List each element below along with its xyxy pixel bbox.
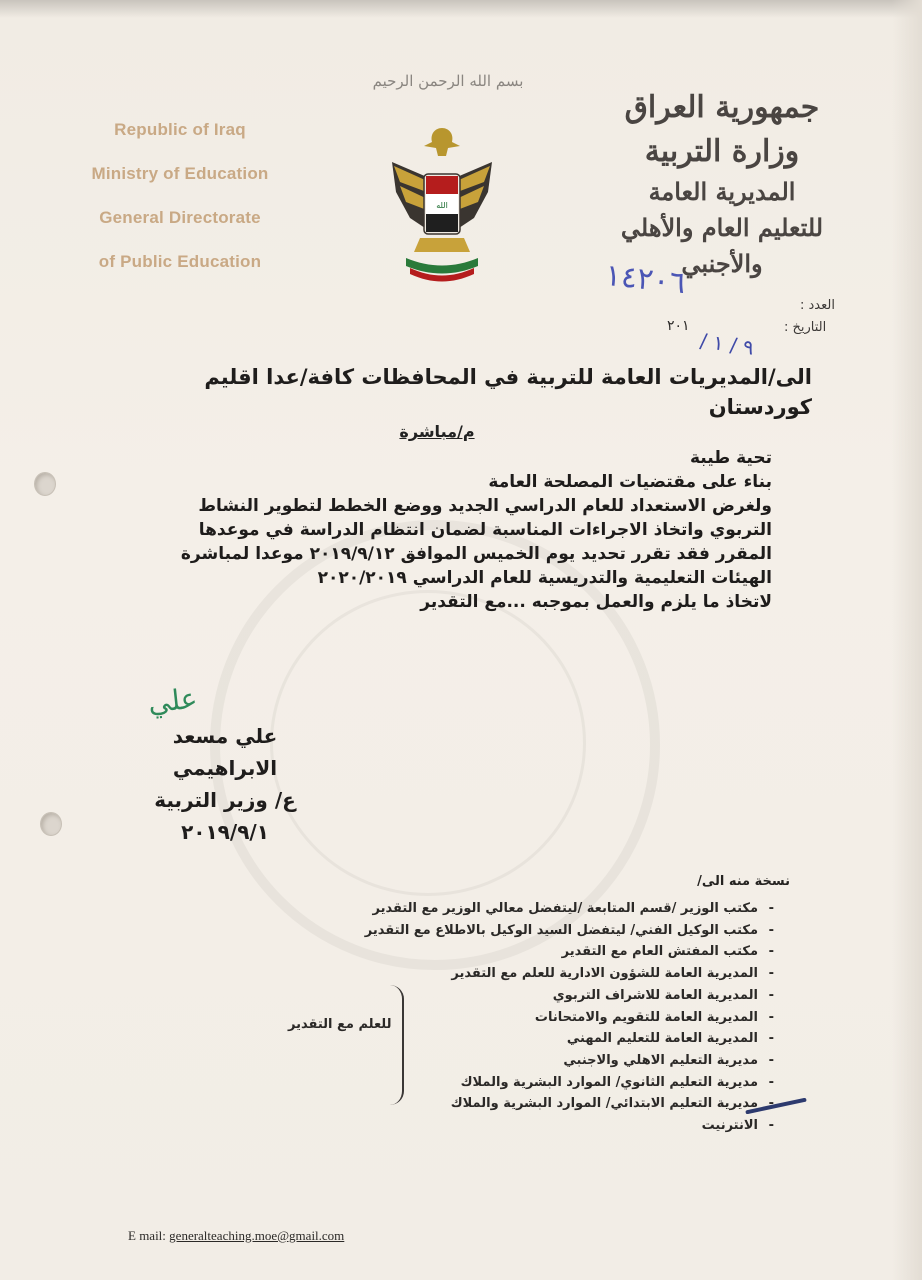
footer-email: [128, 1228, 344, 1244]
cc-heading: نسخة منه الى/: [697, 874, 790, 889]
punch-hole-bottom: [40, 812, 62, 836]
document-number-label: العدد :: [800, 298, 835, 313]
letterhead-english: [60, 118, 300, 294]
cc-item: - المديرية العامة للاشراف التربوي: [274, 985, 774, 1007]
addressee-line: الى/المديريات العامة للتربية في المحافظات كافة/عدا اقليم كوردستان: [204, 365, 812, 419]
greeting: تحية طيبة: [689, 448, 772, 468]
signatory-block: [120, 720, 330, 848]
cc-item: - الانترنيت: [274, 1115, 774, 1137]
closing-line: لاتخاذ ما يلزم والعمل بموجبه ...مع التقدير: [420, 592, 772, 612]
punch-hole-top: [34, 472, 56, 496]
signatory-name: علي مسعد الابراهيمي: [172, 724, 278, 780]
letterhead-ar-line-1: جمهورية العراق: [624, 90, 820, 125]
cc-group-label: للعلم مع التقدير: [288, 1017, 392, 1032]
letterhead-ar-line-3: المديرية العامة: [648, 177, 796, 206]
letter-body: [152, 446, 772, 614]
letterhead-en-line-4: of Public Education: [98, 252, 262, 271]
page-top-shadow: [0, 0, 922, 18]
cc-item: - مديرية التعليم الاهلي والاجنبي: [274, 1050, 774, 1072]
cc-item: - مكتب الوكيل الفني/ ليتفضل السيد الوكيل بالاطلاع مع التقدير: [274, 920, 774, 942]
cc-item: - مكتب الوزير /قسم المتابعة /ليتفضل معالي الوزير مع التقدير: [274, 898, 774, 920]
document-date-label: التاريخ :: [784, 320, 827, 335]
handwritten-signature: علي: [146, 681, 199, 720]
body-paragraph-2: ولغرض الاستعداد للعام الدراسي الجديد ووضع الخطط لتطوير النشاط التربوي واتخاذ الاجراءات المناسبة لضمان انتظام الدراسة في موعدها المقرر فقد تقرر تحديد يوم الخميس الموافق ٢٠١٩/٩/١٢ موعدا لمباشرة الهيئات التعليمية والتدريسية للعام الدراسي ٢٠٢٠/٢٠١٩: [180, 496, 772, 588]
cc-item: - مكتب المفتش العام مع التقدير: [274, 941, 774, 963]
iraq-eagle-emblem-icon: [380, 122, 504, 286]
cc-item: - المديرية العامة للتعليم المهني: [274, 1028, 774, 1050]
letterhead-arabic: [587, 86, 857, 282]
page-right-shade: [892, 0, 922, 1280]
signatory-date: ٢٠١٩/٩/١: [181, 820, 269, 844]
letterhead-ar-line-2: وزارة التربية: [644, 134, 800, 169]
bismillah-calligraphy: بسم الله الرحمن الرحيم: [372, 72, 524, 90]
signatory-title: ع/ وزير التربية: [154, 788, 296, 812]
document-number-handwritten: ١٤٢٠٦: [603, 257, 688, 302]
letterhead-en-line-2: Ministry of Education: [91, 164, 269, 183]
cc-item: - المديرية العامة للشؤون الادارية للعلم مع التقدير: [274, 963, 774, 985]
document-date-handwritten: / ٩ / ١: [698, 328, 756, 360]
email-label: E mail:: [128, 1228, 166, 1243]
document-date-printed: ٢٠١: [667, 318, 690, 334]
cc-item: - مديرية التعليم الابتدائي/ الموارد البشرية والملاك: [274, 1093, 774, 1115]
subject-line: م/مباشرة: [399, 422, 475, 441]
letterhead-ar-line-4: للتعليم العام والأهلي والأجنبي: [620, 213, 824, 278]
email-address-link[interactable]: generalteaching.moe@gmail.com: [169, 1228, 345, 1243]
cc-group-brace: [388, 985, 404, 1105]
svg-text:الله: الله: [436, 201, 448, 210]
letterhead-en-line-1: Republic of Iraq: [114, 120, 246, 139]
letterhead-en-line-3: General Directorate: [99, 208, 261, 227]
cc-item: - المديرية العامة للتقويم والامتحانات: [274, 1007, 774, 1029]
body-paragraph-1: بناء على مقتضيات المصلحة العامة: [488, 472, 772, 492]
cc-item: - مديرية التعليم الثانوي/ الموارد البشرية والملاك: [274, 1072, 774, 1094]
